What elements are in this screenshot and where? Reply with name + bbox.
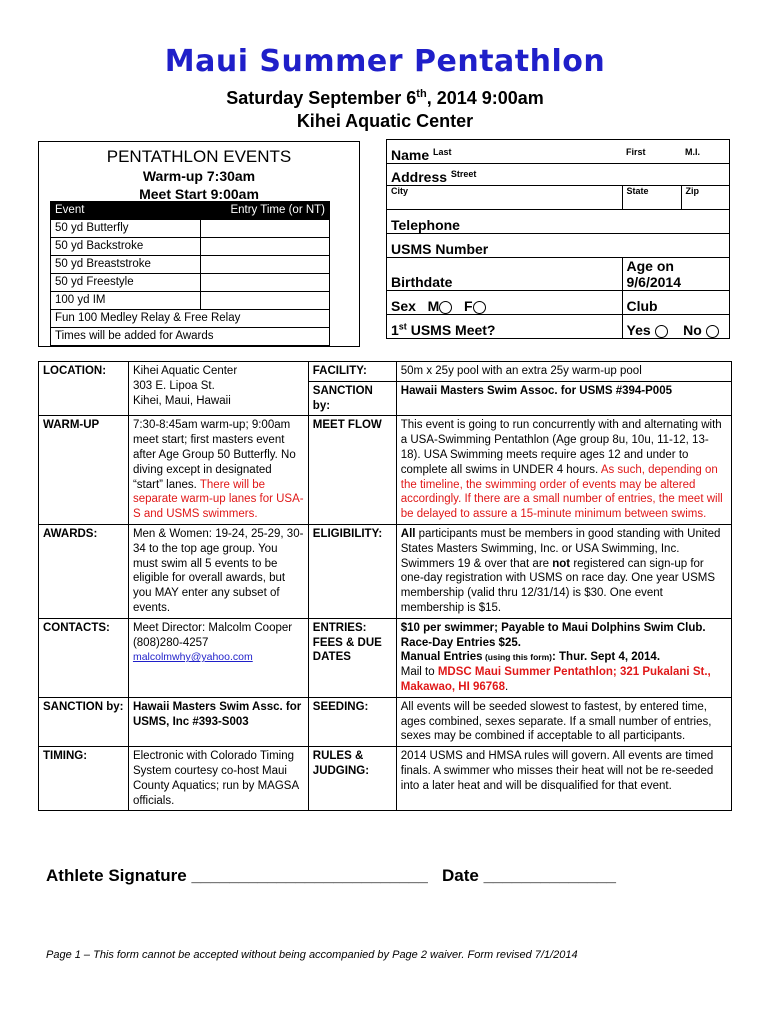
events-table	[50, 201, 330, 346]
sex-label: Sex	[391, 298, 416, 314]
rules-value: 2014 USMS and HMSA rules will govern. All events are timed finals. A swimmer who misses their heat will not be re-seeded into a later heat and will be disqualified for that event.	[396, 747, 731, 811]
address-label: Address	[391, 169, 448, 185]
entries-mail: Mail to	[400, 666, 438, 679]
city-field[interactable]	[387, 186, 623, 210]
contacts-label: CONTACTS:	[39, 618, 129, 697]
note-row	[51, 328, 330, 346]
contacts-text: Meet Director: Malcolm Cooper (808)280-4257	[132, 621, 293, 649]
meet-date-sup: th	[416, 88, 427, 100]
male-radio[interactable]	[439, 301, 452, 314]
warmup-label: WARM-UP	[39, 416, 129, 525]
yes-radio[interactable]	[655, 325, 668, 338]
event-row	[51, 274, 330, 292]
event-row	[51, 220, 330, 238]
event-name: 50 yd Freestyle	[51, 274, 201, 292]
meet-date-suffix: , 2014 9:00am	[426, 88, 544, 108]
entries-using: (using this form)	[482, 652, 552, 663]
eligibility-bold-2: not	[552, 557, 571, 570]
meetflow-label: MEET FLOW	[308, 416, 396, 525]
events-col-event: Event	[51, 202, 201, 220]
age-label: Age on 9/6/2014	[626, 258, 681, 290]
city-label: City	[391, 186, 409, 196]
date-field[interactable]: Date ______________	[442, 866, 616, 885]
seeding-value: All events will be seeded slowest to fastest, by entered time, ages combined, sexes separate. If a small number of entries, sexes may be combined if acceptable to all participants.	[396, 697, 731, 746]
yes-label: Yes	[626, 322, 651, 338]
event-name: 50 yd Breaststroke	[51, 256, 201, 274]
entry-time-field[interactable]	[201, 256, 330, 274]
rules-label: RULES & JUDGING:	[308, 747, 396, 811]
awards-label: AWARDS:	[39, 524, 129, 618]
usms-number-label: USMS Number	[391, 241, 489, 257]
first-meet-label	[391, 322, 496, 338]
female-radio[interactable]	[473, 301, 486, 314]
relay-row	[51, 310, 330, 328]
state-field[interactable]	[622, 186, 681, 210]
telephone-field[interactable]	[387, 210, 730, 234]
female-label: F	[463, 298, 473, 314]
meetflow-value	[396, 416, 731, 525]
facility-label: FACILITY:	[308, 362, 396, 382]
awards-value: Men & Women: 19-24, 25-29, 30-34 to the top age group. You must swim all 5 events to be eligible for overall awards, but you MAY enter any subset of events.	[128, 524, 308, 618]
contact-email-link[interactable]: malcolmwhy@yahoo.com	[132, 651, 253, 664]
location-line: Kihei, Maui, Hawaii	[132, 394, 231, 407]
info-row	[39, 524, 732, 618]
location-label: LOCATION:	[39, 362, 129, 416]
info-row	[39, 697, 732, 746]
first-meet-sup: st	[398, 321, 407, 332]
meet-date	[0, 88, 770, 109]
athlete-signature-field[interactable]: Athlete Signature _________________________	[46, 866, 428, 885]
event-name: 100 yd IM	[51, 292, 201, 310]
info-row	[39, 618, 732, 697]
location-line: Kihei Aquatic Center	[132, 365, 238, 377]
meet-date-prefix: Saturday September 6	[226, 88, 417, 108]
info-row	[39, 416, 732, 525]
facility-value: 50m x 25y pool with an extra 25y warm-up pool	[396, 362, 731, 382]
page-footer: Page 1 – This form cannot be accepted without being accompanied by Page 2 waiver. Form revised 7/1/2014	[46, 949, 578, 961]
club-label: Club	[626, 298, 658, 314]
street-label: Street	[450, 169, 477, 179]
info-row	[39, 747, 732, 811]
no-radio[interactable]	[706, 325, 719, 338]
registration-table	[386, 139, 730, 339]
event-name: 50 yd Butterfly	[51, 220, 201, 238]
sanction2-label: SANCTION by:	[39, 697, 129, 746]
event-row	[51, 256, 330, 274]
entry-time-field[interactable]	[201, 292, 330, 310]
event-row	[51, 292, 330, 310]
warmup-red-text: There will be separate warm-up lanes for USA-S and USMS swimmers.	[132, 478, 304, 521]
eligibility-label: ELIGIBILITY:	[308, 524, 396, 618]
club-field[interactable]	[622, 291, 730, 315]
entry-time-field[interactable]	[201, 220, 330, 238]
male-label: M	[427, 298, 440, 314]
seeding-label: SEEDING:	[308, 697, 396, 746]
entry-time-field[interactable]	[201, 274, 330, 292]
first-meet-pre: 1	[391, 322, 399, 338]
info-row	[39, 362, 732, 382]
timing-value: Electronic with Colorado Timing System courtesy co-host Maui County Aquatics; run by MAGSA officials.	[128, 747, 308, 811]
meet-venue: Kihei Aquatic Center	[296, 111, 474, 131]
entries-due: : Thur. Sept 4, 2014.	[552, 651, 661, 664]
events-table-header	[51, 202, 330, 220]
meetflow-text: This event is going to run concurrently with and alternating with a USA-Swimming Pentathlon (Age group 8u, 10u, 11-12, 13-18). USA Swimming meets require ages 12 and under to complete all swims in UNDER 4 hours.	[400, 419, 722, 476]
entries-manual-line	[401, 650, 727, 665]
warmup-text: 7:30-8:45am warm-up; 9:00am meet start; first masters event after Age Group 50 Butterfly. No diving except in designated “start” lanes.	[132, 419, 296, 491]
sanction-value: Hawaii Masters Swim Assoc. for USMS #394-P005	[396, 381, 731, 416]
mi-label: M.I.	[685, 147, 700, 157]
first-meet-post: USMS Meet?	[406, 322, 496, 338]
zip-label: Zip	[685, 186, 699, 196]
events-col-time: Entry Time (or NT)	[201, 202, 330, 220]
location-line: 303 E. Lipoa St.	[132, 379, 215, 392]
name-field[interactable]	[387, 140, 623, 164]
age-field[interactable]	[622, 258, 730, 291]
events-heading: PENTATHLON EVENTS	[106, 147, 292, 166]
eligibility-value	[396, 524, 731, 618]
entries-mail-line	[401, 665, 727, 695]
name-label: Name	[391, 147, 430, 163]
last-label: Last	[433, 147, 452, 157]
signature-line	[46, 866, 616, 886]
entries-mail-address: MDSC Maui Summer Pentathlon; 321 Pukalani St., Makawao, HI 96768	[400, 666, 711, 693]
usms-number-field[interactable]	[387, 234, 730, 258]
zip-field[interactable]	[681, 186, 730, 210]
warmup-value	[128, 416, 308, 525]
entries-label: ENTRIES: FEES & DUE DATES	[308, 618, 396, 697]
sanction2-value: Hawaii Masters Swim Assc. for USMS, Inc #393-S003	[128, 697, 308, 746]
sex-field	[387, 291, 623, 315]
contacts-value	[128, 618, 308, 697]
relay-label: Fun 100 Medley Relay & Free Relay	[51, 310, 330, 328]
first-label: First	[626, 147, 646, 157]
event-row	[51, 238, 330, 256]
first-meet-field	[387, 315, 623, 339]
entry-time-field[interactable]	[201, 238, 330, 256]
address-field[interactable]	[387, 164, 730, 186]
sanction-label: SANCTION by:	[308, 381, 396, 416]
meetflow-red-text: As such, depending on the timeline, the swimming order of events may be altered accordingly. If there are a small number of entries, the meet will be delayed to assure a 15-minute minimum between swims.	[400, 463, 723, 521]
eligibility-text-2: registered can sign-up for one-day registration with USMS on race day. One year USMS membership (valid thru 12/31/14) is $30. One event membership is $15.	[400, 557, 716, 614]
mi-field[interactable]	[681, 140, 730, 164]
first-field[interactable]	[622, 140, 681, 164]
state-label: State	[626, 186, 649, 196]
page-title: Maui Summer Pentathlon	[164, 44, 606, 79]
events-meet-start: Meet Start 9:00am	[139, 186, 259, 202]
entries-fee-text: $10 per swimmer; Payable to Maui Dolphins Swim Club. Race-Day Entries $25.	[400, 621, 706, 649]
telephone-label: Telephone	[391, 217, 460, 233]
entries-value	[396, 618, 731, 697]
event-name: 50 yd Backstroke	[51, 238, 201, 256]
events-warmup: Warm-up 7:30am	[142, 168, 256, 184]
entries-end: .	[504, 680, 509, 693]
awards-note: Times will be added for Awards	[51, 328, 330, 346]
meet-info-table	[38, 361, 732, 811]
birthdate-label: Birthdate	[391, 274, 453, 290]
location-value	[128, 362, 308, 416]
timing-label: TIMING:	[39, 747, 129, 811]
eligibility-bold-1: All	[400, 527, 416, 540]
no-label: No	[683, 322, 702, 338]
eligibility-text-1: participants must be members in good standing with United States Masters Swimming, Inc. or USA Swimming, Inc. Swimmers 19 & over that are	[400, 527, 721, 570]
birthdate-field[interactable]	[387, 258, 623, 291]
entries-manual: Manual Entries	[400, 651, 483, 664]
first-meet-answer	[622, 315, 730, 339]
